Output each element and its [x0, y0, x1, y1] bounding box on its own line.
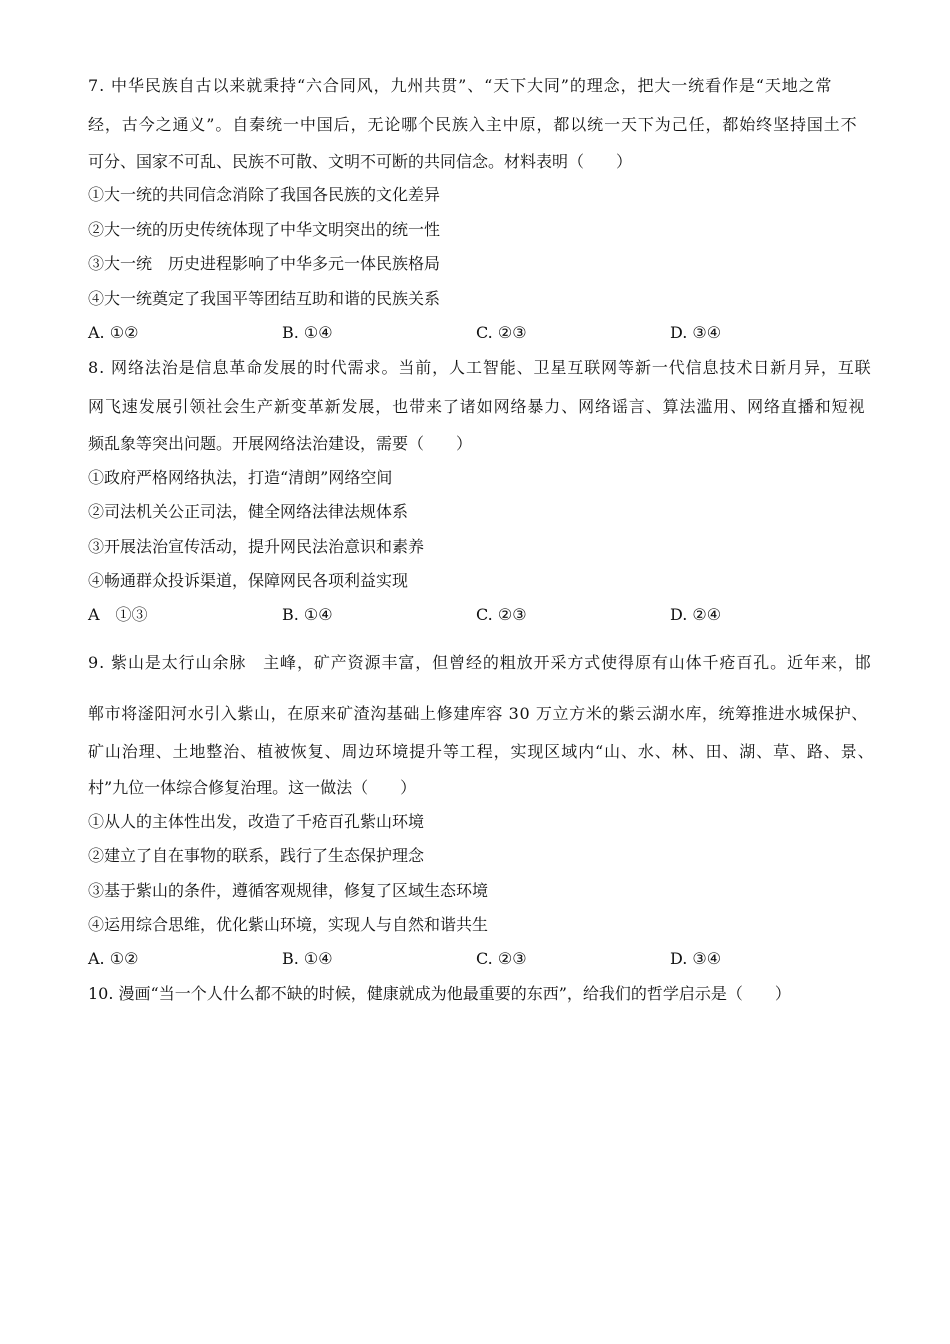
q10-stem-line-1: 10. 漫画“当一个人什么都不缺的时候，健康就成为他最重要的东西”，给我们的哲学启示是（ ）	[88, 984, 791, 1003]
q9-option-c: C. ②③	[476, 949, 527, 968]
q9-statement-3: ③基于紫山的条件，遵循客观规律，修复了区域生态环境	[88, 881, 489, 900]
q8-option-a: A ①③	[88, 605, 148, 624]
q7-statement-1: ①大一统的共同信念消除了我国各民族的文化差异	[88, 185, 441, 204]
q9-option-b: B. ①④	[282, 949, 333, 968]
q7-statement-4: ④大一统奠定了我国平等团结互助和谐的民族关系	[88, 289, 441, 308]
q7-option-c: C. ②③	[476, 323, 527, 342]
q7-stem-line-1: 7. 中华民族自古以来就秉持“六合同风，九州共贯”、“天下大同”的理念，把大一统看作是“天地之常	[88, 76, 833, 95]
q8-statement-3: ③开展法治宣传活动，提升网民法治意识和素养	[88, 537, 425, 556]
q8-stem-line-3: 频乱象等突出问题。开展网络法治建设，需要（ ）	[88, 434, 473, 453]
q7-stem-line-3: 可分、国家不可乱、民族不可散、文明不可断的共同信念。材料表明（ ）	[88, 152, 633, 171]
q7-option-d: D. ③④	[670, 323, 722, 342]
q8-statement-2: ②司法机关公正司法，健全网络法律法规体系	[88, 502, 409, 521]
q9-option-d: D. ③④	[670, 949, 722, 968]
q7-statement-2: ②大一统的历史传统体现了中华文明突出的统一性	[88, 220, 441, 239]
q7-stem-line-2: 经，古今之通义”。自秦统一中国后，无论哪个民族入主中原，都以统一天下为己任，都始终坚持国土不	[88, 115, 858, 134]
q7-option-a: A. ①②	[88, 323, 139, 342]
q8-statement-4: ④畅通群众投诉渠道，保障网民各项利益实现	[88, 571, 409, 590]
q7-option-b: B. ①④	[282, 323, 333, 342]
q7-statement-3: ③大一统 历史进程影响了中华多元一体民族格局	[88, 254, 441, 273]
q8-option-c: C. ②③	[476, 605, 527, 624]
q9-stem-line-4: 村”九位一体综合修复治理。这一做法（ ）	[88, 778, 417, 797]
q9-stem-line-1: 9. 紫山是太行山余脉 主峰，矿产资源丰富，但曾经的粗放开采方式使得原有山体千疮百孔。近年来，邯	[88, 653, 872, 672]
q9-statement-4: ④运用综合思维，优化紫山环境，实现人与自然和谐共生	[88, 915, 489, 934]
q8-statement-1: ①政府严格网络执法，打造“清朗”网络空间	[88, 468, 393, 487]
q8-stem-line-2: 网飞速发展引领社会生产新变革新发展，也带来了诸如网络暴力、网络谣言、算法滥用、网络直播和短视	[88, 397, 866, 416]
q8-stem-line-1: 8. 网络法治是信息革命发展的时代需求。当前，人工智能、卫星互联网等新一代信息技术日新月异，互联	[88, 358, 872, 377]
q9-statement-2: ②建立了自在事物的联系，践行了生态保护理念	[88, 846, 425, 865]
q9-option-a: A. ①②	[88, 949, 139, 968]
q9-stem-line-3: 矿山治理、土地整治、植被恢复、周边环境提升等工程，实现区域内“山、水、林、田、湖、草、路、景、	[88, 742, 875, 761]
q8-option-b: B. ①④	[282, 605, 333, 624]
q9-stem-line-2: 郸市将滏阳河水引入紫山，在原来矿渣沟基础上修建库容 30 万立方米的紫云湖水库，统筹推进水城保护、	[88, 704, 868, 723]
q8-option-d: D. ②④	[670, 605, 722, 624]
q9-statement-1: ①从人的主体性出发，改造了千疮百孔紫山环境	[88, 812, 425, 831]
